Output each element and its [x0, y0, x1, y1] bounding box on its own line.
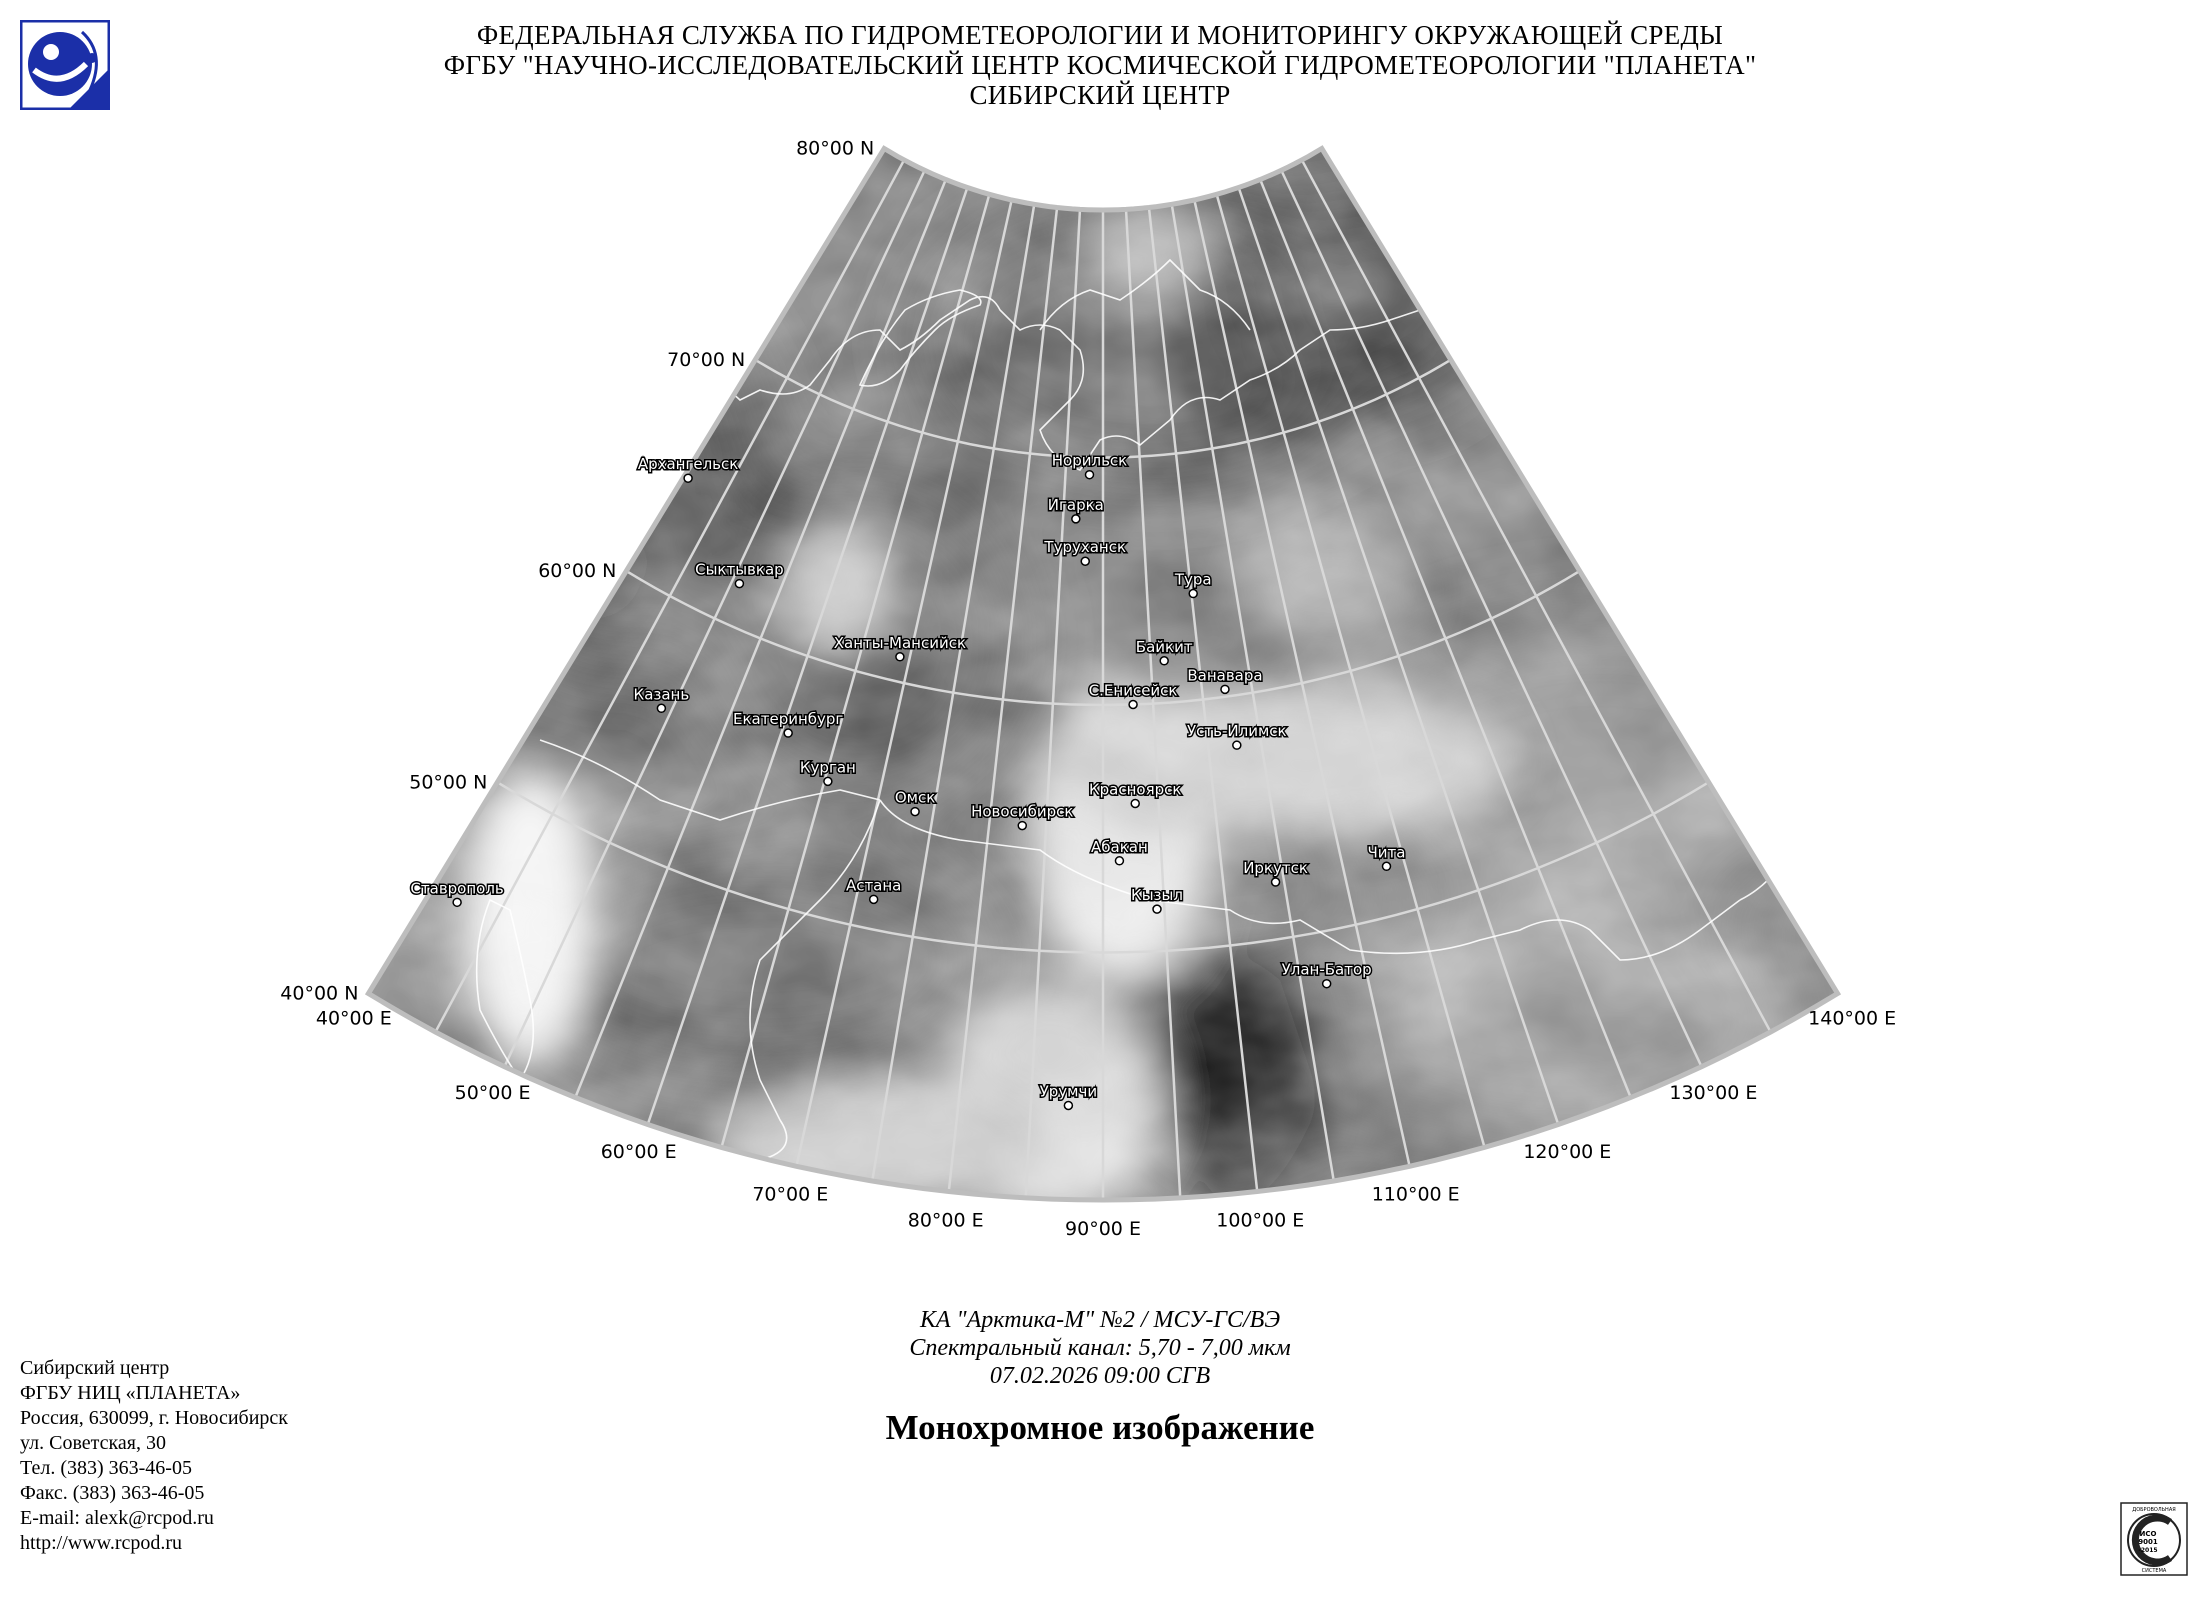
longitude-label: 90°00 E: [1065, 1218, 1141, 1240]
city-label: Тура: [1174, 570, 1212, 589]
city-label: Кызыл: [1131, 886, 1183, 905]
caption-datetime: 07.02.2026 09:00 СГВ: [989, 1363, 1211, 1389]
latitude-label: 80°00 N: [796, 137, 875, 160]
iso-text-1: ИСО: [2139, 1530, 2157, 1538]
city-dot: [1081, 557, 1089, 565]
longitude-label: 120°00 E: [1523, 1140, 1612, 1163]
city-dot: [1233, 741, 1241, 749]
city-dot: [684, 474, 692, 482]
longitude-label: 140°00 E: [1808, 1007, 1897, 1030]
city-dot: [1323, 980, 1331, 988]
city-dot: [1018, 822, 1026, 830]
city-dot: [1153, 905, 1161, 913]
image-caption: [0, 1306, 2200, 1390]
address-line: Россия, 630099, г. Новосибирск: [20, 1407, 289, 1429]
longitude-label: 100°00 E: [1216, 1209, 1305, 1232]
longitude-label: 40°00 E: [315, 1007, 392, 1030]
city-label: Ставрополь: [410, 879, 504, 898]
city-dot: [824, 777, 832, 785]
iso-text-2: 9001: [2138, 1538, 2158, 1546]
city-dot: [657, 704, 665, 712]
city-label: Улан-Батор: [1281, 960, 1372, 979]
address-line: http://www.rcpod.ru: [20, 1532, 183, 1554]
latitude-label: 70°00 N: [667, 348, 746, 371]
iso-top-text: ДОБРОВОЛЬНАЯ: [2132, 1507, 2176, 1513]
city-label: Астана: [845, 876, 902, 895]
caption-channel: Спектральный канал: 5,70 - 7,00 мкм: [909, 1335, 1291, 1361]
city-dot: [1064, 1101, 1072, 1109]
city-label: Байкит: [1135, 637, 1193, 656]
city-dot: [1085, 471, 1093, 479]
city-dot: [870, 895, 878, 903]
city-label: Урумчи: [1039, 1082, 1098, 1101]
city-label: Ванавара: [1187, 666, 1263, 685]
city-label: Красноярск: [1088, 780, 1182, 799]
city-dot: [453, 898, 461, 906]
header-line-1: ФЕДЕРАЛЬНАЯ СЛУЖБА ПО ГИДРОМЕТЕОРОЛОГИИ И МОНИТОРИНГУ ОКРУЖАЮЩЕЙ СРЕДЫ: [476, 20, 1724, 50]
latitude-label: 50°00 N: [409, 771, 488, 794]
city-label: Игарка: [1047, 495, 1104, 514]
address-line: ФГБУ НИЦ «ПЛАНЕТА»: [20, 1382, 241, 1404]
city-dot: [1189, 590, 1197, 598]
city-dot: [1115, 857, 1123, 865]
iso-certification-badge: [2120, 1502, 2188, 1576]
city-label: Чита: [1367, 843, 1406, 862]
city-dot: [1131, 799, 1139, 807]
address-line: E-mail: alexk@rcpod.ru: [20, 1507, 214, 1529]
city-dot: [1383, 862, 1391, 870]
city-dot: [1129, 701, 1137, 709]
city-label: Екатеринбург: [733, 710, 844, 729]
longitude-label: 80°00 E: [907, 1209, 984, 1232]
header-line-2: ФГБУ "НАУЧНО-ИССЛЕДОВАТЕЛЬСКИЙ ЦЕНТР КОСМИЧЕСКОЙ ГИДРОМЕТЕОРОЛОГИИ "ПЛАНЕТА": [443, 50, 1757, 80]
city-label: Иркутск: [1243, 859, 1308, 878]
latitude-label: 60°00 N: [538, 560, 617, 583]
city-label: Ханты-Мансийск: [833, 633, 967, 652]
city-label: Усть-Илимск: [1187, 722, 1287, 741]
contact-address: [20, 1356, 288, 1556]
city-label: Сыктывкар: [695, 560, 784, 579]
city-label: Омск: [894, 788, 936, 807]
longitude-label: 50°00 E: [454, 1082, 531, 1105]
address-line: Сибирский центр: [20, 1357, 170, 1379]
city-dot: [911, 808, 919, 816]
city-label: Абакан: [1091, 837, 1148, 856]
city-dot: [1160, 657, 1168, 665]
iso-text-3: -2015: [2138, 1547, 2158, 1554]
latitude-label: 40°00 N: [280, 982, 359, 1005]
caption-satellite: КА "Арктика-М" №2 / МСУ-ГС/ВЭ: [919, 1307, 1281, 1333]
iso-bottom-text: СИСТЕМА: [2141, 1568, 2167, 1574]
city-dot: [735, 580, 743, 588]
address-line: Тел. (383) 363-46-05: [20, 1457, 192, 1479]
longitude-label: 110°00 E: [1371, 1183, 1460, 1206]
city-label: С.Енисейск: [1088, 681, 1178, 700]
city-label: Казань: [633, 685, 690, 704]
longitude-label: 130°00 E: [1669, 1082, 1758, 1105]
address-line: ул. Советская, 30: [20, 1432, 166, 1454]
longitude-label: 60°00 E: [600, 1140, 677, 1163]
city-dot: [1221, 685, 1229, 693]
city-dot: [1272, 878, 1280, 886]
city-dot: [1072, 515, 1080, 523]
header-line-3: СИБИРСКИЙ ЦЕНТР: [969, 80, 1231, 110]
city-dot: [784, 729, 792, 737]
city-label: Новосибирск: [971, 802, 1074, 821]
address-line: Факс. (383) 363-46-05: [20, 1482, 205, 1504]
city-label: Курган: [799, 758, 856, 777]
city-label: Архангельск: [637, 455, 739, 474]
longitude-label: 70°00 E: [752, 1183, 829, 1206]
city-label: Норильск: [1051, 451, 1128, 470]
city-label: Туруханск: [1044, 538, 1127, 557]
city-dot: [896, 653, 904, 661]
product-title: Монохромное изображение: [885, 1408, 1315, 1447]
